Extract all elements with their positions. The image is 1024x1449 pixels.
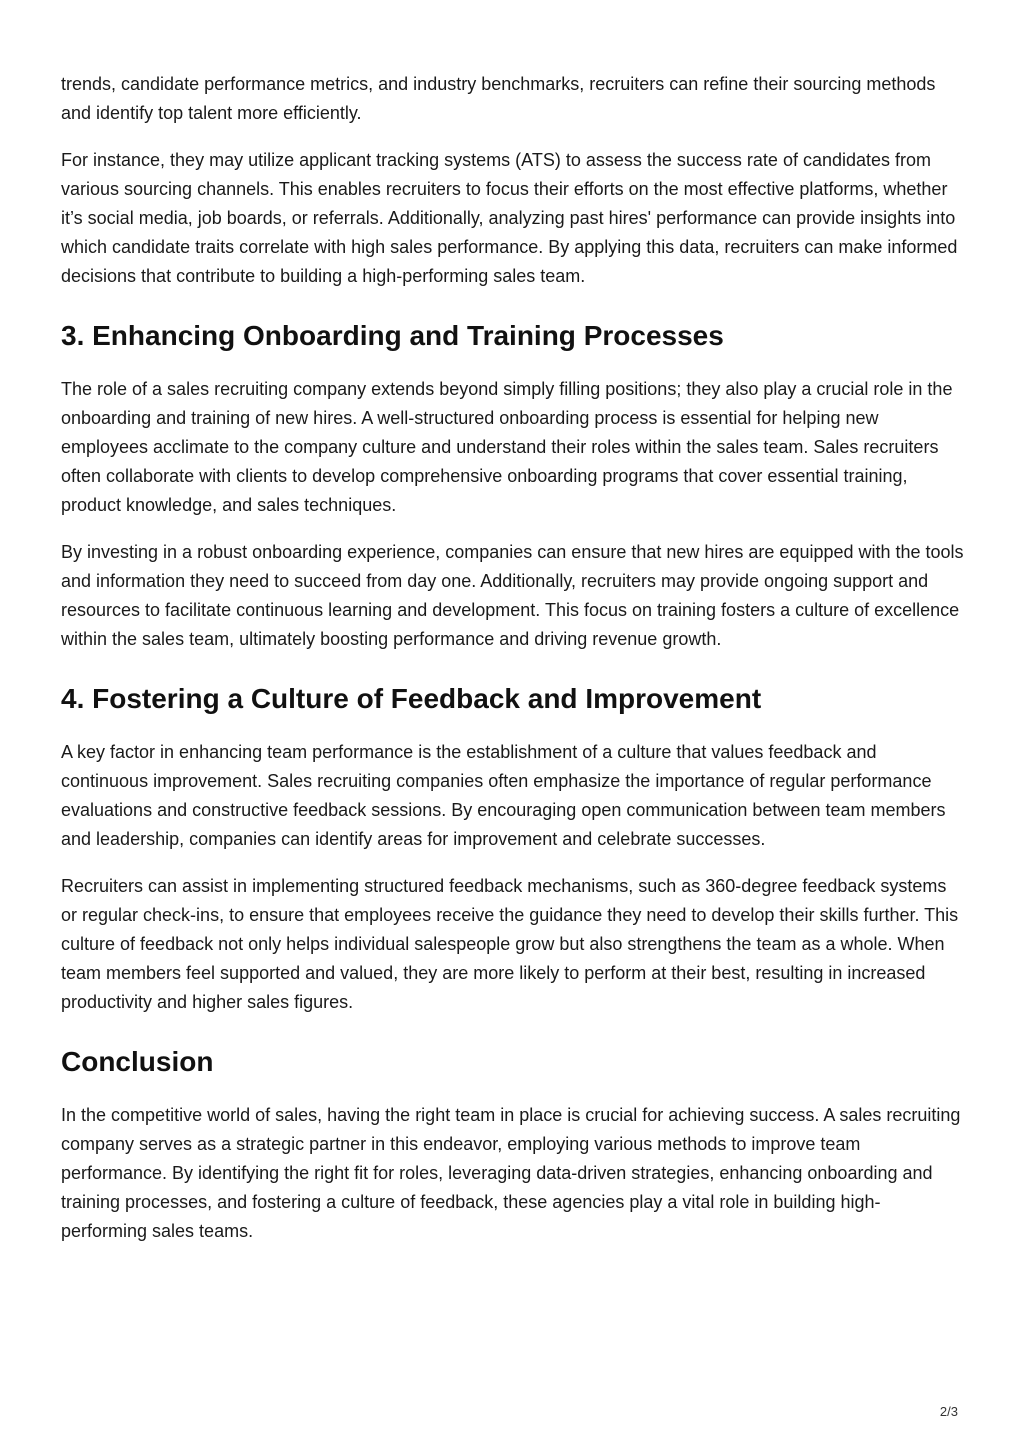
onboarding-paragraph-1: The role of a sales recruiting company extends beyond simply filling positions; they also play a crucial role in the onboarding and training of new hires. A well-structured onboarding process is essential for helping new employees acclimate to the company culture and understand their roles within the sales team. Sales recruiters often collaborate with clients to develop comprehensive onboarding programs that cover essential training, product knowledge, and sales techniques.: [61, 379, 953, 515]
conclusion-paragraph: In the competitive world of sales, having the right team in place is crucial for achieving success. A sales recruiting company serves as a strategic partner in this endeavor, employing various methods to improve team performance. By identifying the right fit for roles, leveraging data-driven strategies, enhancing onboarding and training processes, and fostering a culture of feedback, these agencies play a vital role in building high-performing sales teams.: [61, 1105, 961, 1241]
intro-paragraph-2: For instance, they may utilize applicant tracking systems (ATS) to assess the success rate of candidates from various sourcing channels. This enables recruiters to focus their efforts on the most effective platforms, whether it’s social media, job boards, or referrals. Additionally, analyzing past hires' performance can provide insights into which candidate traits correlate with high sales performance. By applying this data, recruiters can make informed decisions that contribute to building a high-performing sales team.: [61, 150, 958, 286]
intro-paragraph-1: trends, candidate performance metrics, and industry benchmarks, recruiters can refine their sourcing methods and identify top talent more efficiently.: [61, 74, 936, 123]
section-heading-feedback: 4. Fostering a Culture of Feedback and Improvement: [61, 683, 762, 714]
feedback-paragraph-2: Recruiters can assist in implementing structured feedback mechanisms, such as 360-degree feedback systems or regular check-ins, to ensure that employees receive the guidance they need to develop their skills further. This culture of feedback not only helps individual salespeople grow but also strengthens the team as a whole. When team members feel supported and valued, they are more likely to perform at their best, resulting in increased productivity and higher sales figures.: [61, 876, 959, 1012]
document-page: [61, 70, 966, 1264]
feedback-paragraph-1: A key factor in enhancing team performance is the establishment of a culture that values feedback and continuous improvement. Sales recruiting companies often emphasize the importance of regular performance evaluations and constructive feedback sessions. By encouraging open communication between team members and leadership, companies can identify areas for improvement and celebrate successes.: [61, 742, 946, 849]
page-number: 2/3: [939, 1404, 958, 1419]
section-heading-conclusion: Conclusion: [61, 1046, 214, 1077]
onboarding-paragraph-2: By investing in a robust onboarding experience, companies can ensure that new hires are equipped with the tools and information they need to succeed from day one. Additionally, recruiters may provide ongoing support and resources to facilitate continuous learning and development. This focus on training fosters a culture of excellence within the sales team, ultimately boosting performance and driving revenue growth.: [61, 542, 964, 649]
section-heading-onboarding: 3. Enhancing Onboarding and Training Processes: [61, 320, 724, 351]
